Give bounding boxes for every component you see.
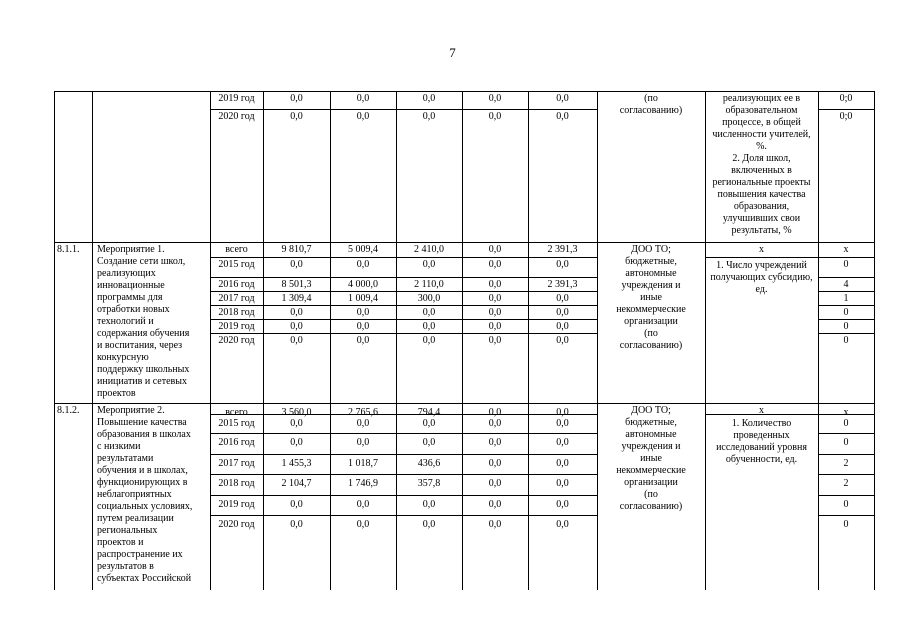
indicator-text: результаты, % [731, 225, 792, 236]
section-title: инновационные [97, 280, 165, 291]
target-cell: 0 [843, 519, 849, 530]
loc-cell: 0,0 [488, 418, 502, 429]
indicator-text: 1. Количество [731, 418, 792, 429]
section-title: содержания обучения [97, 328, 190, 339]
grid-line [818, 495, 875, 496]
grid-line [818, 333, 875, 334]
total-cell: 0,0 [290, 259, 303, 270]
section-title: инициатив и сетевых [97, 376, 187, 387]
indicator-x: х [759, 405, 764, 416]
page-number: 7 [449, 45, 456, 60]
section-title: образования в школах [97, 429, 191, 440]
section-number: 8.1.1. [57, 244, 80, 255]
grid-line [210, 109, 598, 110]
extra-cell: 0,0 [556, 478, 569, 489]
reg-cell: 0,0 [422, 418, 436, 429]
grid-line [818, 515, 875, 516]
section-title: распространение их [97, 549, 183, 560]
extra-cell: 0,0 [556, 458, 569, 469]
reg-cell: 0,0 [422, 259, 436, 270]
grid-line [210, 305, 598, 306]
grid-line [818, 257, 875, 258]
indicator-text: исследований уровня [716, 442, 807, 453]
indicator-text: повышения качества [717, 189, 806, 200]
reg-cell: 0,0 [422, 335, 436, 346]
extra-cell: 0,0 [556, 293, 569, 304]
grid-line [818, 91, 819, 590]
fed-cell: 0,0 [356, 307, 370, 318]
year-cell: 2019 год [218, 499, 255, 510]
target-cell: х [843, 244, 849, 255]
extra-cell: 0,0 [556, 111, 569, 122]
executor-text: (по [644, 328, 658, 339]
indicator-text: образования, [733, 201, 790, 212]
grid-line [705, 91, 706, 590]
extra-cell: 0,0 [556, 259, 569, 270]
extra-cell: 0,0 [556, 519, 569, 530]
section-title: конкурсную [97, 352, 149, 363]
executor-text: согласованию) [619, 105, 683, 116]
extra-cell: 0,0 [556, 499, 569, 510]
executor-text: согласованию) [619, 501, 683, 512]
grid-line [210, 319, 598, 320]
total-cell: 0,0 [290, 335, 303, 346]
fed-cell: 0,0 [356, 335, 370, 346]
grid-line [597, 91, 598, 590]
grid-line [210, 257, 598, 258]
loc-cell: 0,0 [488, 279, 502, 290]
executor-text: организации [624, 316, 678, 327]
executor-text: организации [624, 477, 678, 488]
total-cell: 1 455,3 [281, 458, 312, 469]
loc-cell: 0,0 [488, 93, 502, 104]
target-cell: 0 [843, 437, 849, 448]
reg-cell: 0,0 [422, 321, 436, 332]
total-cell: 0,0 [290, 321, 303, 332]
target-cell: 0 [843, 321, 849, 332]
reg-cell: 357,8 [417, 478, 441, 489]
year-cell: всего [225, 244, 248, 255]
loc-cell: 0,0 [488, 407, 502, 418]
grid-line [54, 91, 55, 590]
grid-line [210, 495, 598, 496]
section-title: отработки новых [97, 304, 170, 315]
section-title: проектов и [97, 537, 144, 548]
grid-line [92, 91, 93, 590]
section-title: и воспитания, через [97, 340, 183, 351]
indicator-text: 1. Число учреждений [716, 260, 807, 271]
year-cell: всего [225, 407, 248, 418]
loc-cell: 0,0 [488, 335, 502, 346]
fed-cell: 2 765,6 [348, 407, 378, 418]
year-cell: 2017 год [218, 458, 255, 469]
reg-cell: 436,6 [417, 458, 441, 469]
fed-cell: 1 018,7 [348, 458, 378, 469]
total-cell: 0,0 [290, 93, 303, 104]
executor-text: иные [640, 292, 662, 303]
target-cell: 0 [843, 307, 849, 318]
section-title: социальных условиях, [97, 501, 193, 512]
year-cell: 2015 год [218, 418, 255, 429]
target-cell: 1 [843, 293, 849, 304]
year-cell: 2018 год [218, 307, 255, 318]
executor-text: согласованию) [619, 340, 683, 351]
extra-cell: 2 391,3 [547, 279, 578, 290]
grid-line [462, 91, 463, 590]
loc-cell: 0,0 [488, 458, 502, 469]
grid-line [210, 333, 598, 334]
grid-line [54, 242, 875, 243]
grid-line [818, 109, 875, 110]
year-cell: 2018 год [218, 478, 255, 489]
extra-cell: 2 391,3 [547, 244, 578, 255]
target-cell: 0 [843, 335, 849, 346]
indicator-text: реализующих ее в [722, 93, 801, 104]
reg-cell: 0,0 [422, 307, 436, 318]
grid-line [210, 454, 598, 455]
total-cell: 0,0 [290, 307, 303, 318]
section-title: функционирующих в [97, 477, 188, 488]
year-cell: 2016 год [218, 437, 255, 448]
section-title: программы для [97, 292, 163, 303]
loc-cell: 0,0 [488, 111, 502, 122]
grid-line [210, 474, 598, 475]
section-title: неблагоприятных [97, 489, 172, 500]
loc-cell: 0,0 [488, 259, 502, 270]
grid-line [210, 291, 598, 292]
indicator-text: улучшивших свои [722, 213, 801, 224]
grid-line [330, 91, 331, 590]
reg-cell: 0,0 [422, 93, 436, 104]
executor-text: ДОО ТО; [631, 244, 671, 255]
target-cell: 2 [843, 458, 849, 469]
executor-text: автономные [625, 429, 677, 440]
total-cell: 9 810,7 [281, 244, 312, 255]
indicator-text: обученности, ед. [725, 454, 798, 465]
grid-line [210, 515, 598, 516]
extra-cell: 0,0 [556, 407, 569, 418]
executor-text: учреждения и [621, 441, 681, 452]
grid-line [54, 403, 875, 404]
reg-cell: 794,4 [417, 407, 441, 418]
grid-line [818, 291, 875, 292]
section-title: Повышение качества [97, 417, 187, 428]
fed-cell: 0,0 [356, 93, 370, 104]
fed-cell: 0,0 [356, 418, 370, 429]
indicator-text: проведенных [733, 430, 790, 441]
fed-cell: 1 009,4 [348, 293, 378, 304]
grid-line [210, 91, 211, 590]
year-cell: 2017 год [218, 293, 255, 304]
section-title: технологий и [97, 316, 154, 327]
grid-line [818, 305, 875, 306]
section-title: проектов [97, 388, 136, 399]
fed-cell: 5 009,4 [348, 244, 378, 255]
total-cell: 0,0 [290, 111, 303, 122]
year-cell: 2015 год [218, 259, 255, 270]
loc-cell: 0,0 [488, 437, 502, 448]
total-cell: 0,0 [290, 519, 303, 530]
extra-cell: 0,0 [556, 321, 569, 332]
fed-cell: 0,0 [356, 499, 370, 510]
target-cell: 0;0 [839, 93, 853, 104]
loc-cell: 0,0 [488, 519, 502, 530]
fed-cell: 0,0 [356, 259, 370, 270]
grid-line [818, 319, 875, 320]
reg-cell: 0,0 [422, 519, 436, 530]
indicator-text: численности учителей, [712, 129, 811, 140]
executor-text: (по [644, 489, 658, 500]
year-cell: 2020 год [218, 111, 255, 122]
target-cell: 2 [843, 478, 849, 489]
indicator-text: 2. Доля школ, [732, 153, 791, 164]
total-cell: 1 309,4 [281, 293, 312, 304]
section-title: Мероприятие 1. [97, 244, 165, 255]
indicator-text: процессе, в общей [722, 117, 801, 128]
grid-line [818, 454, 875, 455]
fed-cell: 1 746,9 [348, 478, 378, 489]
target-cell: 0 [843, 418, 849, 429]
total-cell: 2 104,7 [281, 478, 312, 489]
executor-text: некоммерческие [616, 304, 686, 315]
grid-line [54, 91, 875, 92]
reg-cell: 300,0 [417, 293, 441, 304]
target-cell: 0 [843, 499, 849, 510]
section-title: поддержку школьных [97, 364, 190, 375]
year-cell: 2016 год [218, 279, 255, 290]
grid-line [705, 257, 819, 258]
total-cell: 8 501,3 [281, 279, 312, 290]
grid-line [263, 91, 264, 590]
extra-cell: 0,0 [556, 418, 569, 429]
section-title: с низкими [97, 441, 141, 452]
section-title: обучения и в школах, [97, 465, 188, 476]
loc-cell: 0,0 [488, 499, 502, 510]
reg-cell: 0,0 [422, 499, 436, 510]
total-cell: 0,0 [290, 437, 303, 448]
loc-cell: 0,0 [488, 293, 502, 304]
target-cell: 0 [843, 259, 849, 270]
year-cell: 2020 год [218, 335, 255, 346]
executor-text: иные [640, 453, 662, 464]
executor-text: автономные [625, 268, 677, 279]
section-title: Мероприятие 2. [97, 405, 165, 416]
section-title: Создание сети школ, [97, 256, 186, 267]
fed-cell: 4 000,0 [348, 279, 378, 290]
indicator-text: ед. [755, 284, 768, 295]
fed-cell: 0,0 [356, 437, 370, 448]
fed-cell: 0,0 [356, 321, 370, 332]
loc-cell: 0,0 [488, 478, 502, 489]
grid-line [528, 91, 529, 590]
executor-text: ДОО ТО; [631, 405, 671, 416]
extra-cell: 0,0 [556, 93, 569, 104]
grid-line [818, 433, 875, 434]
year-cell: 2019 год [218, 321, 255, 332]
target-cell: х [843, 407, 849, 418]
fed-cell: 0,0 [356, 519, 370, 530]
grid-line [874, 91, 875, 590]
executor-text: бюджетные, [625, 256, 677, 267]
total-cell: 0,0 [290, 418, 303, 429]
section-title: путем реализации [97, 513, 174, 524]
indicator-x: х [759, 244, 764, 255]
indicator-text: %. [756, 141, 767, 152]
section-title: результатами [97, 453, 154, 464]
extra-cell: 0,0 [556, 335, 569, 346]
reg-cell: 0,0 [422, 437, 436, 448]
extra-cell: 0,0 [556, 307, 569, 318]
loc-cell: 0,0 [488, 307, 502, 318]
executor-text: бюджетные, [625, 417, 677, 428]
section-title: субъектах Российской [97, 573, 192, 584]
loc-cell: 0,0 [488, 321, 502, 332]
indicator-text: региональные проекты [712, 177, 811, 188]
extra-cell: 0,0 [556, 437, 569, 448]
indicator-text: получающих субсидию, [710, 272, 813, 283]
executor-text: учреждения и [621, 280, 681, 291]
year-cell: 2019 год [218, 93, 255, 104]
grid-line [396, 91, 397, 590]
indicator-text: включенных в [731, 165, 792, 176]
reg-cell: 0,0 [422, 111, 436, 122]
grid-line [210, 433, 598, 434]
total-cell: 3 560,0 [281, 407, 312, 418]
grid-line [210, 277, 598, 278]
reg-cell: 2 110,0 [414, 279, 444, 290]
total-cell: 0,0 [290, 499, 303, 510]
grid-line [818, 474, 875, 475]
section-title: реализующих [97, 268, 156, 279]
reg-cell: 2 410,0 [414, 244, 444, 255]
executor-text: (по [644, 93, 658, 104]
target-cell: 0;0 [839, 111, 853, 122]
loc-cell: 0,0 [488, 244, 502, 255]
target-cell: 4 [843, 279, 849, 290]
section-number: 8.1.2. [57, 405, 80, 416]
year-cell: 2020 год [218, 519, 255, 530]
section-title: региональных [97, 525, 158, 536]
fed-cell: 0,0 [356, 111, 370, 122]
section-title: результатов в [97, 561, 154, 572]
grid-line [818, 277, 875, 278]
executor-text: некоммерческие [616, 465, 686, 476]
indicator-text: образовательном [725, 105, 798, 116]
